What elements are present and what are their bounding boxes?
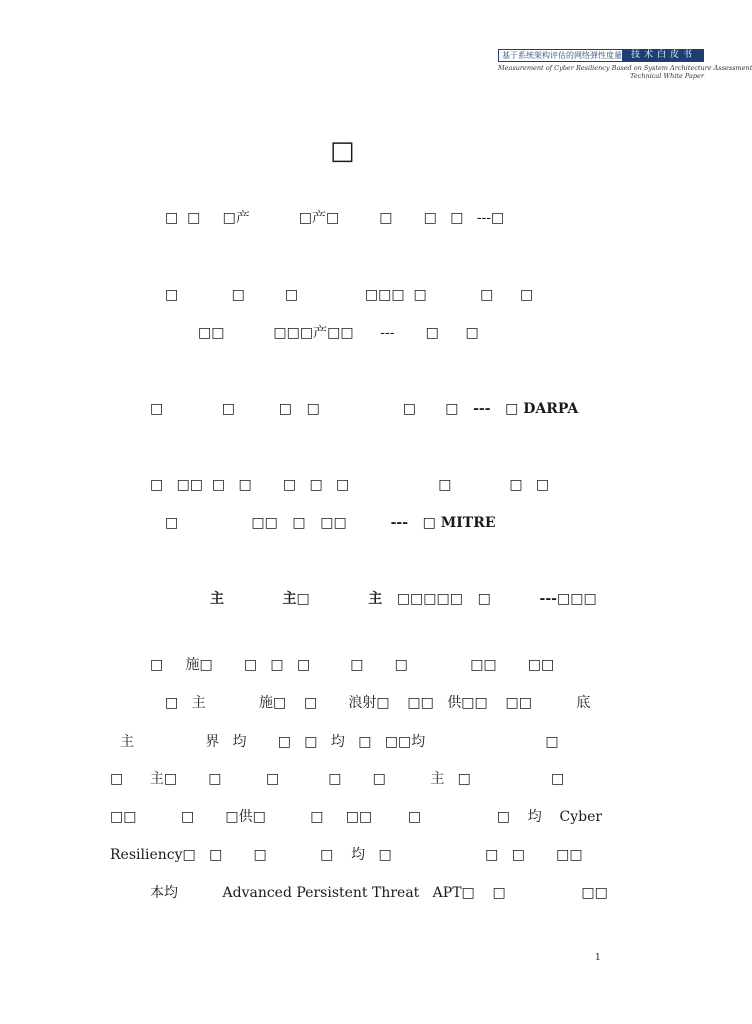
body-line-2: □ □ □ □□□ □ □ □ [165,287,534,303]
body-line-8: □ 施□ □ □ □ □ □ □□ □□ [150,657,555,673]
header-bar [498,49,704,62]
body-line-3: □□ □□□产□□ --- □ □ [198,325,479,341]
body-line-4: □ □ □ □ □ □ --- □ DARPA [150,401,579,417]
body-line-5: □ □□ □ □ □ □ □ □ □ □ [150,477,550,493]
body-line-6: □ □□ □ □□ --- □ MITRE [165,515,496,531]
body-line-10: 主 界 均 □ □ 均 □ □□均 □ [120,734,559,750]
header-label: 技术白皮书 [623,49,704,62]
body-line-1: □ □ □产 □产□ □ □ □ ---□ [165,210,505,226]
body-line-14: 本均 Advanced Persistent Threat APT□ □ □□ [150,885,608,901]
body-line-12: □□ □ □供□ □ □□ □ □ 均 Cyber [110,809,603,825]
page-header [498,49,752,80]
body-line-7: 主 主□ 主 □□□□□ □ ---□□□ [210,591,597,607]
header-subtitle-en-2: Technical White Paper [630,72,704,80]
header-subtitle-en-1: Measurement of Cyber Resiliency Based on System Architecture Assessment [498,64,752,72]
page-title: □ [330,136,355,166]
page-number: 1 [595,953,601,963]
body-line-9: □ 主 施□ □ 浪射□ □□ 供□□ □□ 底 [165,695,591,711]
body-line-13: Resiliency□ □ □ □ 均 □ □ □ □□ [110,847,583,863]
body-line-11: □ 主□ □ □ □ □ 主 □ □ [110,771,565,787]
header-title-cn: 基于系统架构评估的网络弹性度量 [498,49,623,62]
